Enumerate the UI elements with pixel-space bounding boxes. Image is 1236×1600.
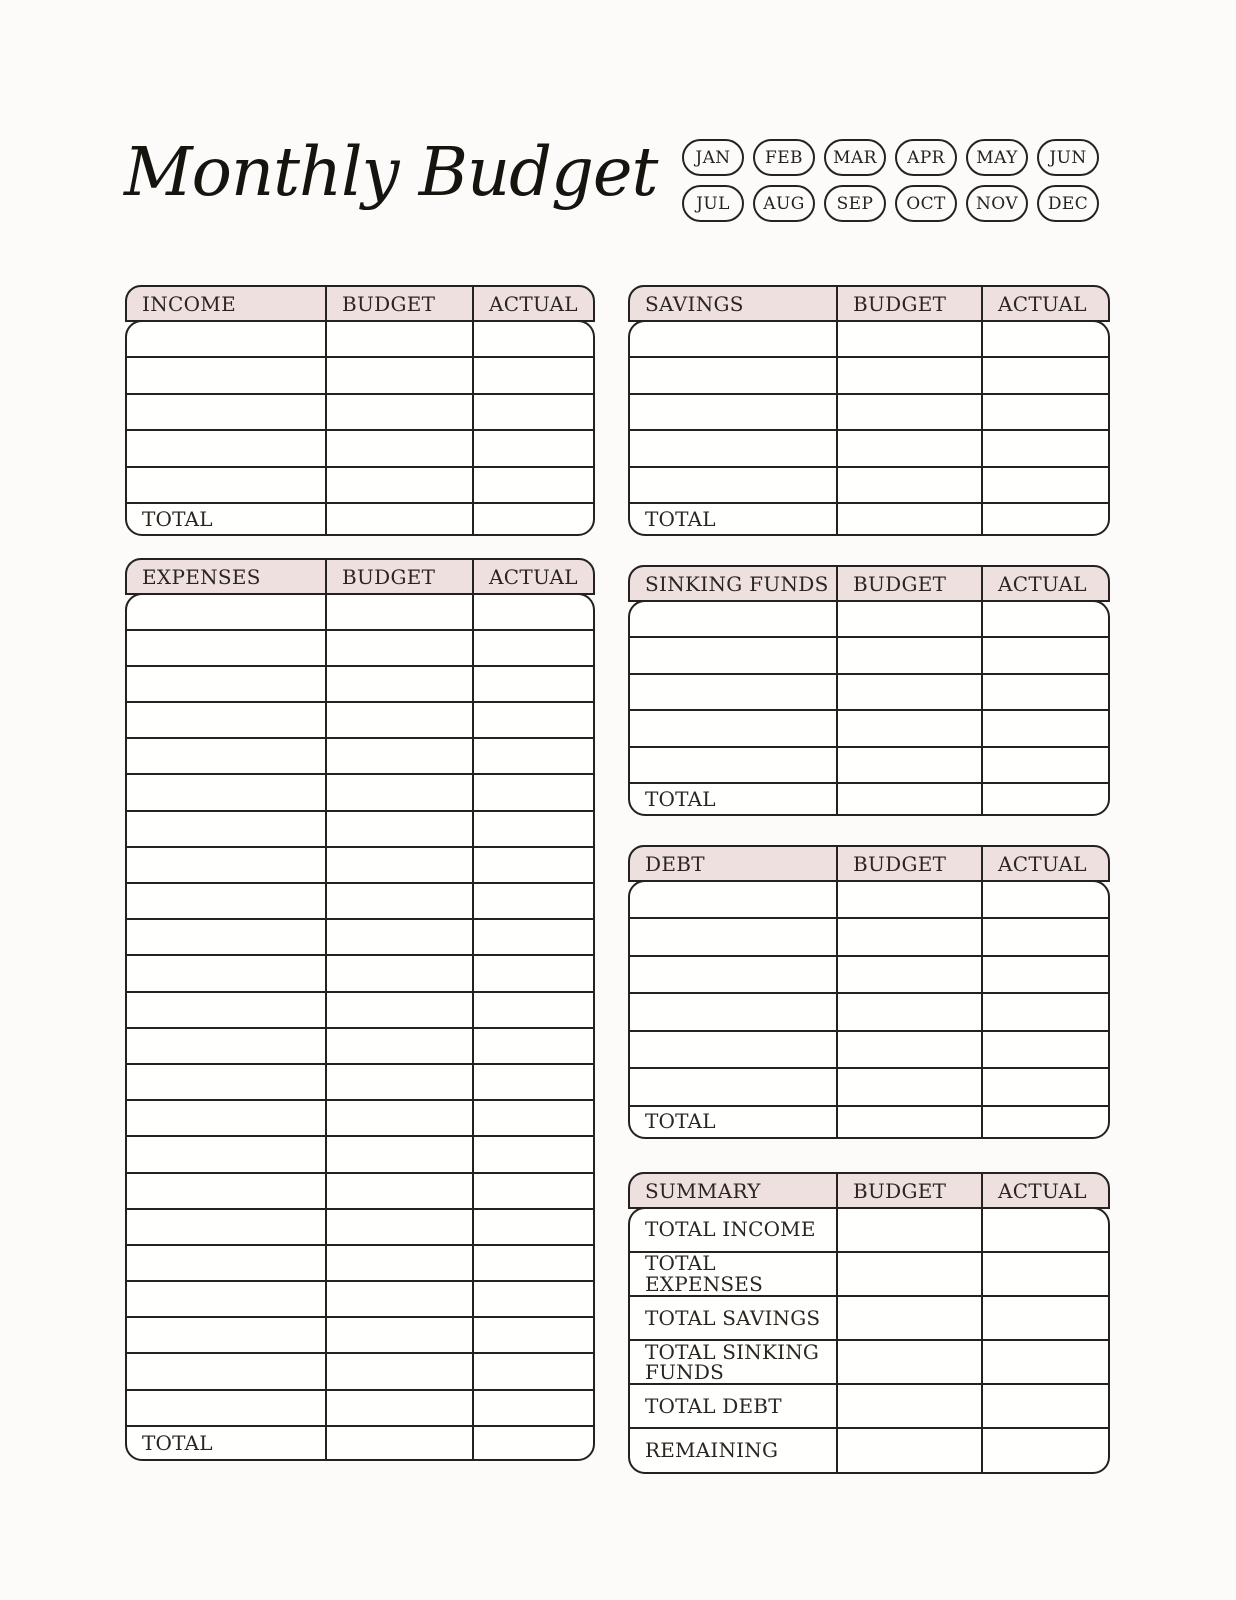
income-column-header: INCOME [142, 291, 236, 316]
budget-value-cell [836, 882, 981, 918]
table-row [127, 1065, 593, 1101]
row-label-cell [127, 1318, 325, 1352]
actual-value-cell [981, 1209, 1108, 1251]
page-title: Monthly Budget [124, 133, 658, 211]
actual-value-cell [981, 711, 1108, 746]
month-pill-may[interactable]: MAY [966, 139, 1028, 176]
row-label-cell [127, 956, 325, 990]
total-label-cell: TOTAL [645, 1109, 716, 1134]
table-row [127, 358, 593, 395]
budget-total-cell [325, 504, 472, 534]
budget-value-cell [325, 1137, 472, 1171]
savings-table [628, 285, 1110, 536]
budget-value-cell [325, 703, 472, 737]
table-row [630, 994, 1108, 1032]
budget-value-cell [325, 322, 472, 357]
table-row [630, 322, 1108, 359]
actual-value-cell [472, 1354, 593, 1388]
actual-total-cell [472, 504, 593, 534]
budget-value-cell [325, 1029, 472, 1063]
actual-value-cell [472, 395, 593, 430]
actual-value-cell [472, 1391, 593, 1425]
row-label-cell [127, 1282, 325, 1316]
table-row [127, 956, 593, 992]
table-row [630, 1209, 1108, 1253]
row-label-cell [630, 431, 836, 466]
row-label-cell [630, 748, 836, 783]
budget-value-cell [325, 431, 472, 466]
budget-value-cell [325, 1065, 472, 1099]
budget-value-cell [325, 1210, 472, 1244]
row-label-cell [630, 358, 836, 393]
table-row [127, 1210, 593, 1246]
table-row [127, 920, 593, 956]
actual-value-cell [472, 1318, 593, 1352]
table-row [630, 431, 1108, 468]
table-row [127, 775, 593, 811]
table-row [127, 1137, 593, 1173]
budget-value-cell [836, 1297, 981, 1339]
row-label-cell [630, 395, 836, 430]
row-label-cell [127, 667, 325, 701]
debt-table-header [628, 845, 1110, 882]
row-label-cell [630, 675, 836, 710]
actual-value-cell [981, 1032, 1108, 1068]
expenses-table [125, 558, 595, 1461]
actual-value-cell [472, 812, 593, 846]
summary-column-header: SUMMARY [645, 1178, 761, 1203]
budget-column-header: BUDGET [836, 567, 981, 600]
table-row [630, 1429, 1108, 1471]
budget-value-cell [325, 993, 472, 1027]
table-row [630, 1297, 1108, 1341]
month-selector [682, 139, 1099, 222]
table-row [127, 739, 593, 775]
budget-value-cell [836, 468, 981, 503]
budget-value-cell [836, 1341, 981, 1383]
actual-value-cell [981, 748, 1108, 783]
summary-table [628, 1172, 1110, 1474]
row-label-cell [127, 812, 325, 846]
row-label-cell [127, 322, 325, 357]
sinking-funds-column-header: SINKING FUNDS [645, 571, 829, 596]
total-label-cell: TOTAL [142, 506, 213, 531]
budget-value-cell [325, 1174, 472, 1208]
month-pill-sep[interactable]: SEP [824, 185, 886, 222]
total-row [127, 504, 593, 534]
row-label-cell [127, 1174, 325, 1208]
row-label-cell [127, 395, 325, 430]
debt-table [628, 845, 1110, 1139]
table-row [630, 1385, 1108, 1429]
budget-value-cell [836, 1069, 981, 1105]
budget-total-cell [836, 504, 981, 534]
actual-total-cell [981, 504, 1108, 534]
row-label-cell: TOTAL EXPENSES [645, 1251, 763, 1296]
budget-value-cell [325, 1246, 472, 1280]
total-row [630, 504, 1108, 534]
row-label-cell [127, 1391, 325, 1425]
table-row [127, 884, 593, 920]
row-label-cell [127, 595, 325, 629]
month-pill-jun[interactable]: JUN [1037, 139, 1099, 176]
budget-value-cell [325, 1354, 472, 1388]
table-row [630, 1069, 1108, 1107]
actual-column-header: ACTUAL [472, 287, 593, 320]
budget-value-cell [325, 631, 472, 665]
budget-column-header: BUDGET [836, 287, 981, 320]
budget-value-cell [325, 775, 472, 809]
actual-total-cell [472, 1427, 593, 1459]
actual-value-cell [472, 1029, 593, 1063]
income-table-header [125, 285, 595, 322]
actual-value-cell [472, 631, 593, 665]
row-label-cell: TOTAL SINKING FUNDS [645, 1339, 820, 1385]
debt-table-body [628, 880, 1110, 1139]
actual-column-header: ACTUAL [472, 560, 593, 593]
row-label-cell [127, 1101, 325, 1135]
actual-value-cell [981, 957, 1108, 993]
month-row-1 [682, 139, 1099, 176]
month-pill-aug[interactable]: AUG [753, 185, 815, 222]
actual-value-cell [981, 431, 1108, 466]
actual-value-cell [472, 667, 593, 701]
row-label-cell: TOTAL INCOME [645, 1217, 816, 1242]
budget-value-cell [325, 812, 472, 846]
budget-value-cell [836, 919, 981, 955]
actual-value-cell [981, 1385, 1108, 1427]
actual-column-header: ACTUAL [981, 1174, 1108, 1207]
table-row [630, 638, 1108, 675]
budget-value-cell [325, 358, 472, 393]
month-pill-apr[interactable]: APR [895, 139, 957, 176]
actual-value-cell [472, 1174, 593, 1208]
row-label-cell [127, 1246, 325, 1280]
actual-value-cell [472, 431, 593, 466]
table-row [630, 1032, 1108, 1070]
budget-value-cell [836, 1032, 981, 1068]
budget-value-cell [836, 358, 981, 393]
row-label-cell: TOTAL SAVINGS [645, 1305, 821, 1330]
actual-value-cell [472, 322, 593, 357]
actual-value-cell [472, 1246, 593, 1280]
sinking-funds-table [628, 565, 1110, 816]
actual-value-cell [472, 848, 593, 882]
summary-table-body [628, 1207, 1110, 1474]
table-row [127, 1174, 593, 1210]
table-row [630, 395, 1108, 432]
row-label-cell [127, 631, 325, 665]
row-label-cell [127, 703, 325, 737]
budget-value-cell [325, 848, 472, 882]
table-row [630, 748, 1108, 785]
budget-value-cell [325, 1101, 472, 1135]
table-row [127, 1029, 593, 1065]
actual-value-cell [981, 675, 1108, 710]
month-row-2 [682, 185, 1099, 222]
row-label-cell [127, 920, 325, 954]
row-label-cell [630, 711, 836, 746]
sinking-funds-table-body [628, 600, 1110, 817]
table-row [127, 848, 593, 884]
table-row [127, 703, 593, 739]
summary-table-header [628, 1172, 1110, 1209]
budget-value-cell [836, 748, 981, 783]
total-label-cell: TOTAL [142, 1430, 213, 1455]
budget-value-cell [836, 957, 981, 993]
table-row [630, 957, 1108, 995]
table-row [630, 602, 1108, 639]
row-label-cell [127, 1210, 325, 1244]
expenses-column-header: EXPENSES [142, 564, 261, 589]
actual-value-cell [981, 395, 1108, 430]
total-row [630, 784, 1108, 814]
actual-value-cell [472, 595, 593, 629]
budget-value-cell [836, 1385, 981, 1427]
actual-value-cell [472, 956, 593, 990]
row-label-cell [127, 1029, 325, 1063]
row-label-cell [127, 468, 325, 503]
month-pill-jul[interactable]: JUL [682, 185, 744, 222]
month-pill-mar[interactable]: MAR [824, 139, 886, 176]
table-row [127, 1282, 593, 1318]
table-row [127, 1391, 593, 1427]
actual-value-cell [472, 1210, 593, 1244]
actual-value-cell [981, 1069, 1108, 1105]
actual-value-cell [472, 920, 593, 954]
table-row [127, 1318, 593, 1354]
actual-value-cell [981, 1429, 1108, 1471]
table-row [630, 1341, 1108, 1385]
budget-value-cell [836, 1209, 981, 1251]
budget-value-cell [836, 1253, 981, 1295]
savings-column-header: SAVINGS [645, 291, 744, 316]
budget-value-cell [325, 395, 472, 430]
month-pill-oct[interactable]: OCT [895, 185, 957, 222]
budget-value-cell [836, 994, 981, 1030]
budget-value-cell [836, 395, 981, 430]
actual-value-cell [981, 882, 1108, 918]
budget-value-cell [836, 1429, 981, 1471]
table-row [127, 1354, 593, 1390]
table-row [630, 1253, 1108, 1297]
row-label-cell: REMAINING [645, 1438, 779, 1463]
budget-value-cell [325, 920, 472, 954]
income-table [125, 285, 595, 536]
actual-value-cell [981, 322, 1108, 357]
budget-column-header: BUDGET [836, 847, 981, 880]
table-row [630, 882, 1108, 920]
actual-value-cell [981, 358, 1108, 393]
table-row [630, 919, 1108, 957]
row-label-cell [127, 1065, 325, 1099]
row-label-cell [630, 919, 836, 955]
row-label-cell [127, 1137, 325, 1171]
budget-value-cell [836, 431, 981, 466]
actual-value-cell [981, 994, 1108, 1030]
table-row [630, 468, 1108, 505]
budget-value-cell [836, 322, 981, 357]
table-row [127, 322, 593, 359]
expenses-table-body [125, 593, 595, 1461]
actual-value-cell [981, 1253, 1108, 1295]
row-label-cell [127, 431, 325, 466]
actual-value-cell [981, 919, 1108, 955]
budget-value-cell [836, 675, 981, 710]
row-label-cell [630, 1032, 836, 1068]
table-row [127, 1101, 593, 1137]
actual-value-cell [981, 1341, 1108, 1383]
budget-column-header: BUDGET [325, 560, 472, 593]
month-pill-jan[interactable]: JAN [682, 139, 744, 176]
row-label-cell [127, 739, 325, 773]
table-row [127, 993, 593, 1029]
actual-value-cell [981, 602, 1108, 637]
savings-table-body [628, 320, 1110, 537]
budget-column-header: BUDGET [836, 1174, 981, 1207]
row-label-cell [127, 993, 325, 1027]
actual-value-cell [472, 1282, 593, 1316]
month-pill-dec[interactable]: DEC [1037, 185, 1099, 222]
row-label-cell [127, 848, 325, 882]
budget-value-cell [325, 1391, 472, 1425]
row-label-cell [630, 602, 836, 637]
table-row [630, 675, 1108, 712]
actual-value-cell [472, 703, 593, 737]
table-row [127, 395, 593, 432]
table-row [127, 431, 593, 468]
actual-value-cell [472, 739, 593, 773]
row-label-cell [630, 322, 836, 357]
actual-value-cell [981, 1297, 1108, 1339]
table-row [127, 631, 593, 667]
row-label-cell [630, 638, 836, 673]
budget-value-cell [325, 884, 472, 918]
budget-value-cell [836, 602, 981, 637]
budget-total-cell [325, 1427, 472, 1459]
budget-column-header: BUDGET [325, 287, 472, 320]
month-pill-feb[interactable]: FEB [753, 139, 815, 176]
budget-total-cell [836, 1107, 981, 1137]
budget-value-cell [325, 1318, 472, 1352]
table-row [127, 468, 593, 505]
total-row [630, 1107, 1108, 1137]
savings-table-header [628, 285, 1110, 322]
budget-value-cell [836, 711, 981, 746]
row-label-cell [630, 468, 836, 503]
actual-column-header: ACTUAL [981, 287, 1108, 320]
budget-value-cell [325, 739, 472, 773]
budget-value-cell [325, 956, 472, 990]
budget-value-cell [325, 1282, 472, 1316]
actual-value-cell [472, 1065, 593, 1099]
actual-value-cell [472, 884, 593, 918]
row-label-cell [127, 775, 325, 809]
budget-value-cell [325, 667, 472, 701]
debt-column-header: DEBT [645, 851, 705, 876]
actual-value-cell [472, 775, 593, 809]
actual-value-cell [472, 1137, 593, 1171]
sinking-funds-table-header [628, 565, 1110, 602]
budget-value-cell [325, 595, 472, 629]
table-row [127, 595, 593, 631]
actual-value-cell [472, 993, 593, 1027]
row-label-cell [630, 882, 836, 918]
row-label-cell [630, 994, 836, 1030]
table-row [630, 711, 1108, 748]
actual-column-header: ACTUAL [981, 567, 1108, 600]
total-row [127, 1427, 593, 1459]
row-label-cell: TOTAL DEBT [645, 1394, 782, 1419]
actual-total-cell [981, 1107, 1108, 1137]
actual-value-cell [981, 638, 1108, 673]
row-label-cell [127, 1354, 325, 1388]
actual-value-cell [472, 358, 593, 393]
actual-column-header: ACTUAL [981, 847, 1108, 880]
table-row [127, 812, 593, 848]
budget-total-cell [836, 784, 981, 814]
total-label-cell: TOTAL [645, 786, 716, 811]
actual-value-cell [981, 468, 1108, 503]
budget-value-cell [325, 468, 472, 503]
table-row [127, 1246, 593, 1282]
month-pill-nov[interactable]: NOV [966, 185, 1028, 222]
income-table-body [125, 320, 595, 537]
row-label-cell [630, 1069, 836, 1105]
expenses-table-header [125, 558, 595, 595]
table-row [127, 667, 593, 703]
row-label-cell [127, 884, 325, 918]
table-row [630, 358, 1108, 395]
budget-value-cell [836, 638, 981, 673]
actual-value-cell [472, 1101, 593, 1135]
actual-value-cell [472, 468, 593, 503]
row-label-cell [630, 957, 836, 993]
actual-total-cell [981, 784, 1108, 814]
total-label-cell: TOTAL [645, 506, 716, 531]
row-label-cell [127, 358, 325, 393]
